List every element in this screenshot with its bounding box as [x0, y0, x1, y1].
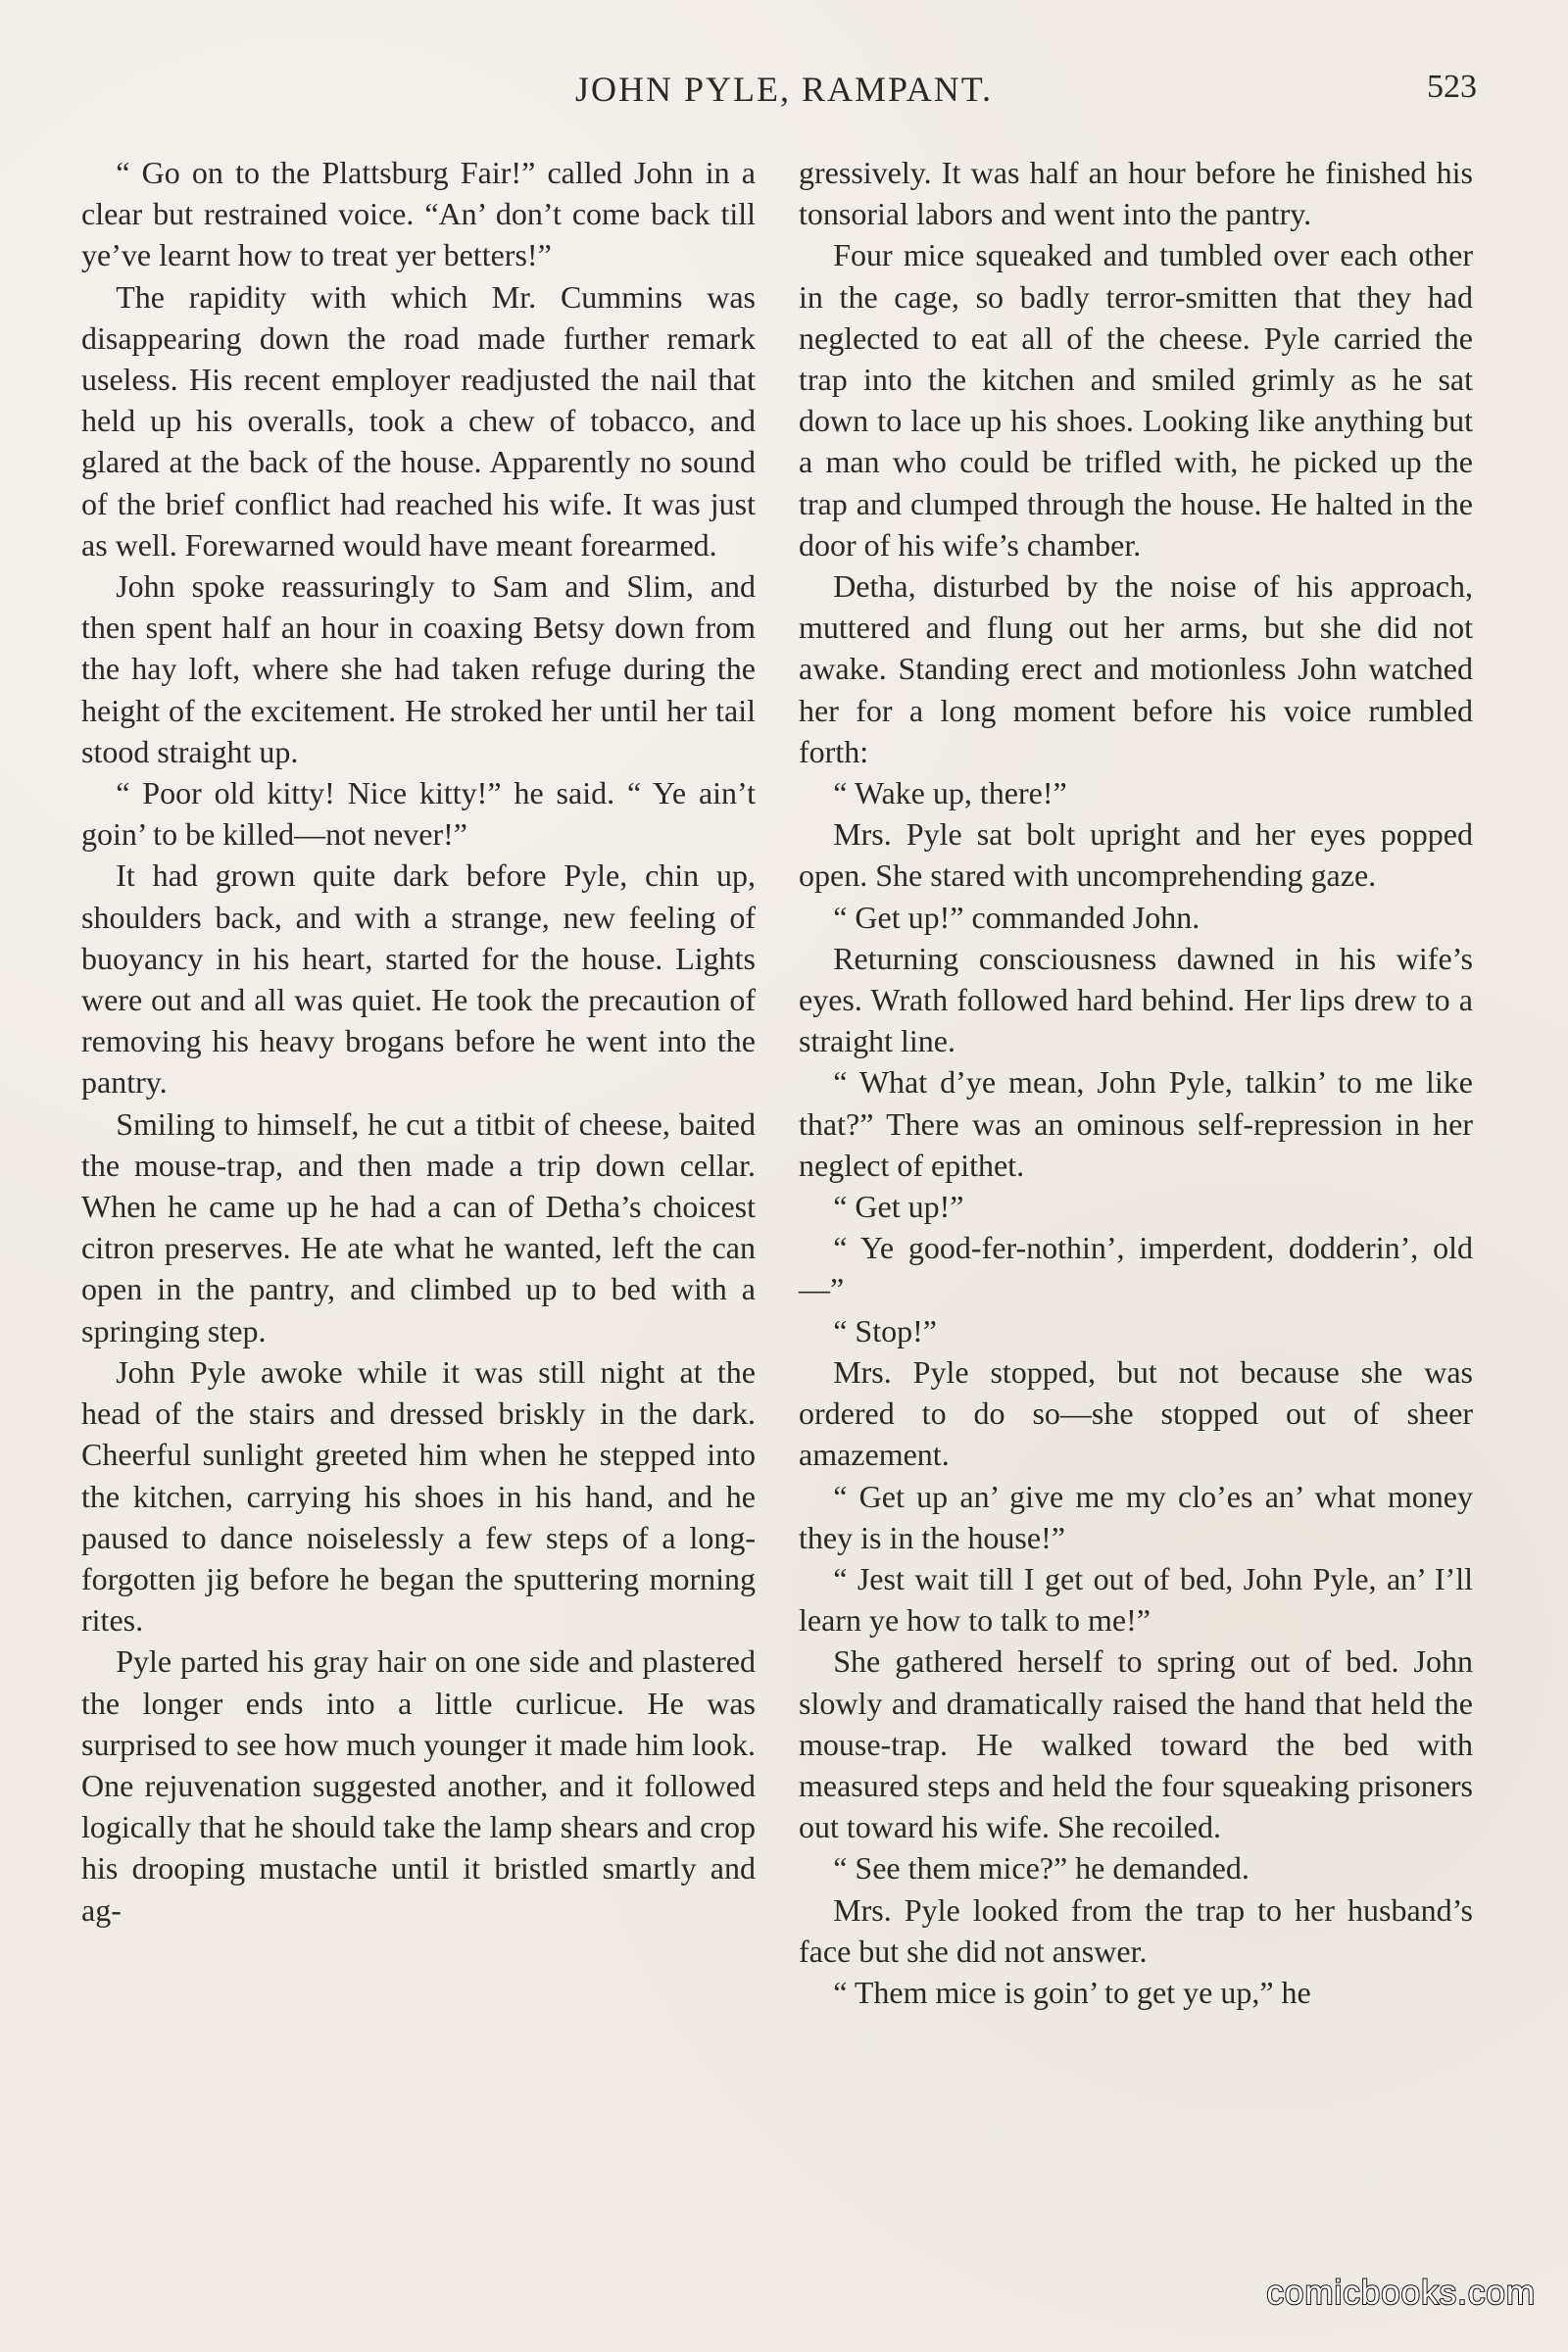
right-paragraph-17: Mrs. Pyle looked from the trap to her husband’s face but she did not answer. [799, 1891, 1473, 1969]
right-paragraph-7: Returning consciousness dawned in his wife’s eyes. Wrath followed hard behind. Her lips drew to a straight line. [799, 940, 1473, 1059]
page-number: 523 [1427, 69, 1477, 105]
right-paragraph-11: “ Stop!” [833, 1312, 937, 1348]
right-paragraph-8: “ What d’ye mean, John Pyle, talkin’ to me like that?” There was an ominous self-repression in her neglect of epithet. [799, 1064, 1473, 1183]
right-paragraph-10: “ Ye good-fer-nothin’, imperdent, dodderin’, old—” [799, 1230, 1473, 1307]
right-paragraph-16: “ See them mice?” he demanded. [833, 1850, 1250, 1886]
left-paragraph-8: Pyle parted his gray hair on one side and plastered the longer ends into a little curlicue. He was surprised to see how much younger it made him look. One rejuvenation suggested another, and it followed logically that he should take the lamp shears and crop his drooping mustache until it bristled smartly and ag- [81, 1643, 756, 1928]
right-paragraph-2: Four mice squeaked and tumbled over each other in the cage, so badly terror-smitten that they had neglected to eat all of the cheese. Pyle carried the trap into the kitchen and smiled grimly as he sat down to lace up his shoes. Looking like anything but a man who could be trifled with, he picked up the trap and clumped through the house. He halted in the door of his wife’s chamber. [799, 237, 1473, 563]
left-paragraph-2: The rapidity with which Mr. Cummins was disappearing down the road made further remark useless. His recent employer readjusted the nail that held up his overalls, took a chew of tobacco, and glared at the back of the house. Apparently no sound of the brief conflict had reached his wife. It was just as well. Forewarned would have meant forearmed. [81, 278, 756, 563]
running-title: JOHN PYLE, RAMPANT. [574, 70, 994, 109]
left-paragraph-4: “ Poor old kitty! Nice kitty!” he said. “ Ye ain’t goin’ to be killed—not never!” [81, 775, 756, 853]
right-paragraph-1: gressively. It was half an hour before he finished his tonsorial labors and went into the pantry. [799, 155, 1473, 232]
watermark: comicbooks.com [1266, 2274, 1536, 2312]
right-paragraph-14: “ Jest wait till I get out of bed, John Pyle, an’ I’ll learn ye how to talk to me!” [799, 1560, 1473, 1639]
right-paragraph-3: Detha, disturbed by the noise of his approach, muttered and flung out her arms, but she did not awake. Standing erect and motionless John watched her for a long moment before his voice rumbled forth: [799, 568, 1473, 769]
left-paragraph-1: “ Go on to the Plattsburg Fair!” called John in a clear but restrained voice. “An’ don’t come back till ye’ve learnt how to treat yer betters!” [81, 155, 756, 273]
right-paragraph-9: “ Get up!” [833, 1189, 964, 1225]
right-paragraph-15: She gathered herself to spring out of bed. John slowly and dramatically raised the hand that held the mouse-trap. He walked toward the bed with measured steps and held the four squeaking prisoners out toward his wife. She recoiled. [799, 1643, 1473, 1845]
right-paragraph-6: “ Get up!” commanded John. [833, 899, 1200, 935]
right-paragraph-18: “ Them mice is goin’ to get ye up,” he [833, 1974, 1311, 2010]
right-paragraph-12: Mrs. Pyle stopped, but not because she was ordered to do so—she stopped out of sheer amazement. [799, 1353, 1473, 1473]
left-paragraph-3: John spoke reassuringly to Sam and Slim, and then spent half an hour in coaxing Betsy down from the hay loft, where she had taken refuge during the height of the excitement. He stroked her until her tail stood straight up. [81, 568, 756, 769]
left-paragraph-5: It had grown quite dark before Pyle, chin up, shoulders back, and with a strange, new feeling of buoyancy in his heart, started for the house. Lights were out and all was quiet. He took the precaution of removing his heavy brogans before he went into the pantry. [81, 858, 756, 1101]
left-paragraph-6: Smiling to himself, he cut a titbit of cheese, baited the mouse-trap, and then made a trip down cellar. When he came up he had a can of Detha’s choicest citron preserves. He ate what he wanted, left the can open in the pantry, and climbed up to bed with a springing step. [81, 1105, 756, 1348]
left-paragraph-7: John Pyle awoke while it was still night at the head of the stairs and dressed briskly in the dark. Cheerful sunlight greeted him when he stepped into the kitchen, carrying his shoes in his hand, and he paused to dance noiselessly a few steps of a long-forgotten jig before he began the sputtering morning rites. [81, 1353, 756, 1639]
right-column [799, 152, 1473, 2013]
page-header [0, 69, 1568, 127]
right-paragraph-13: “ Get up an’ give me my clo’es an’ what money they is in the house!” [799, 1478, 1473, 1555]
left-column [81, 152, 756, 1931]
right-paragraph-4: “ Wake up, there!” [833, 775, 1067, 811]
right-paragraph-5: Mrs. Pyle sat bolt upright and her eyes popped open. She stared with uncomprehending gaze. [799, 816, 1473, 894]
